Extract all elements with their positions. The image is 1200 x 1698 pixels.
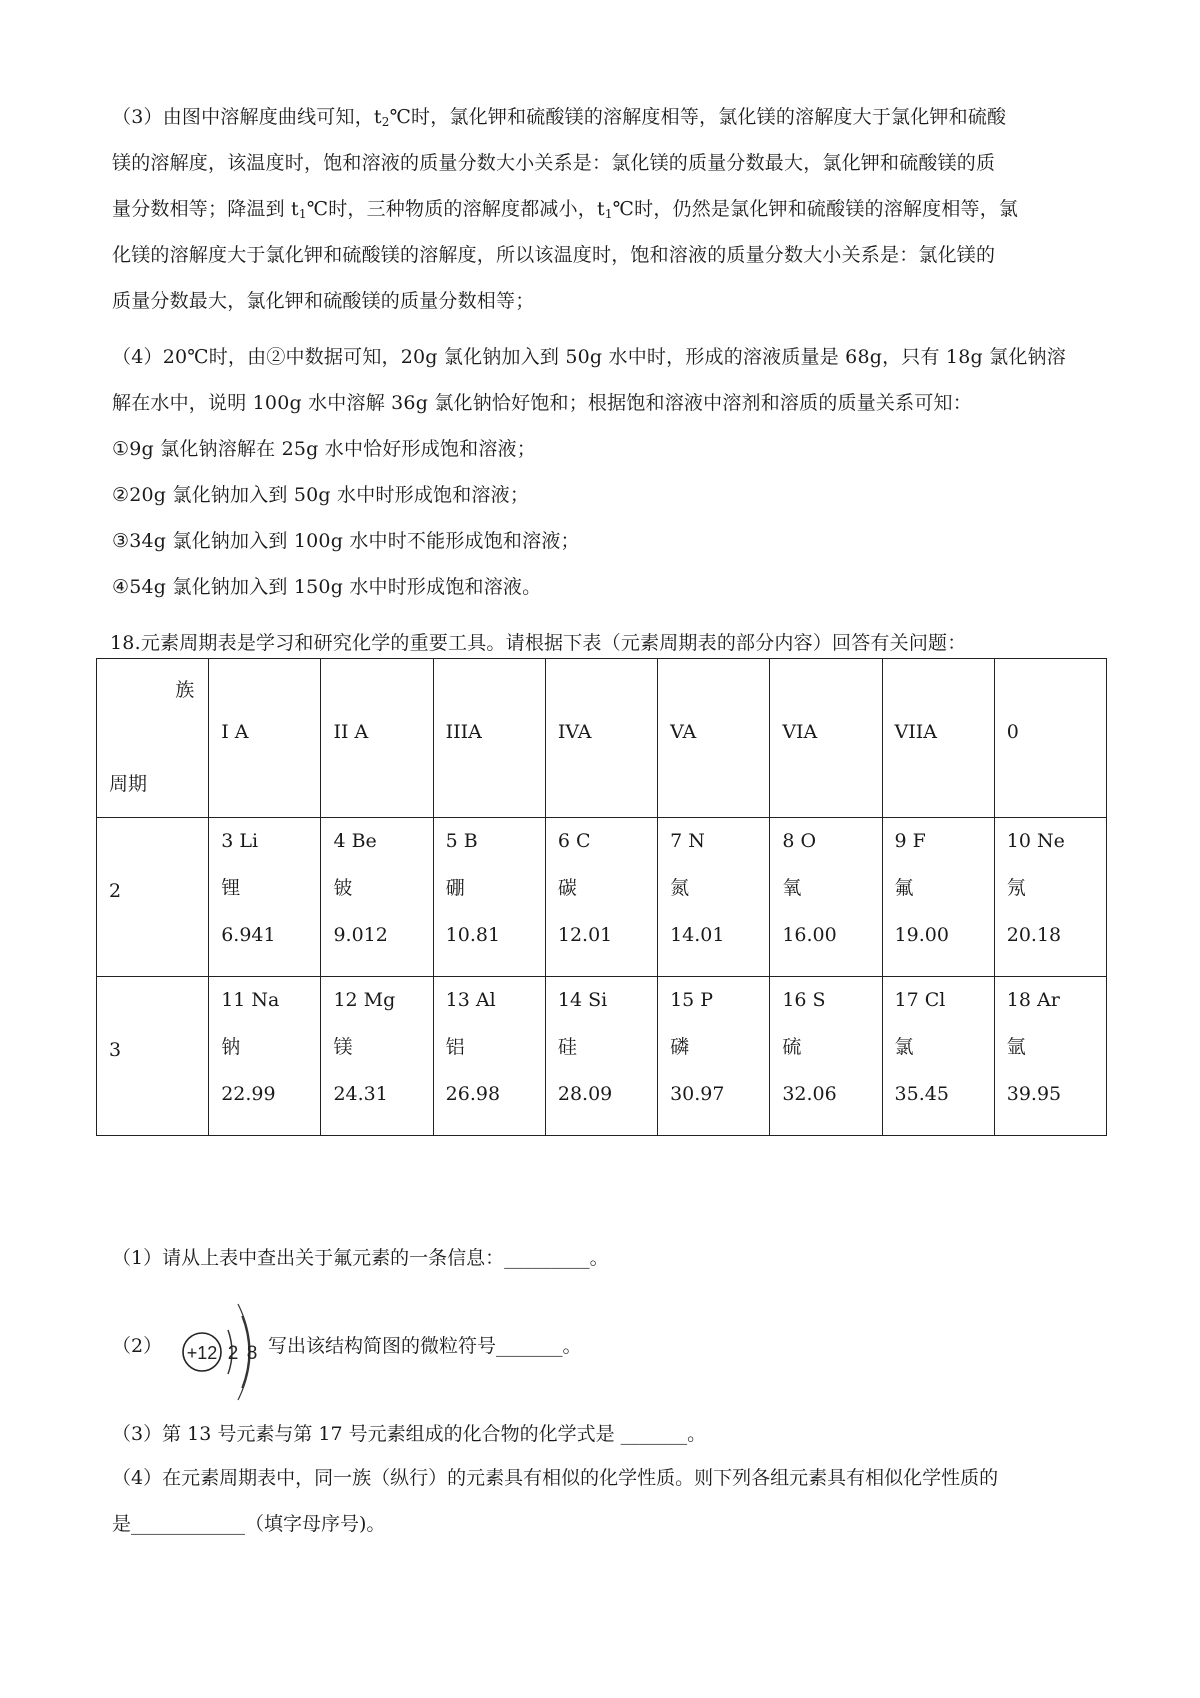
group-header: VIA — [770, 659, 882, 818]
group-header: I A — [209, 659, 321, 818]
question-18-2: 写出该结构简图的微粒符号_______。 — [268, 1335, 582, 1357]
table-row-period-3 — [97, 977, 1107, 1136]
question-18-4-cont: 是____________（填字母序号)。 — [112, 1513, 386, 1535]
text-line: 解在水中，说明 100g 水中溶解 36g 氯化钠恰好饱和；根据饱和溶液中溶剂和溶质的质量关系可知： — [112, 392, 972, 414]
group-header: VA — [658, 659, 770, 818]
table-header-row — [97, 659, 1107, 818]
element-cell: 4 Be 铍 9.012 — [321, 818, 433, 977]
group-header: VIIA — [882, 659, 994, 818]
list-item: ③34g 氯化钠加入到 100g 水中时不能形成饱和溶液； — [112, 530, 580, 552]
header-corner-cell — [97, 659, 209, 818]
list-item: ④54g 氯化钠加入到 150g 水中时形成饱和溶液。 — [112, 576, 542, 598]
answer-list — [112, 426, 1102, 610]
text-line: 质量分数最大，氯化钾和硫酸镁的质量分数相等； — [112, 290, 535, 312]
question-18-4: （4）在元素周期表中，同一族（纵行）的元素具有相似的化学性质。则下列各组元素具有相似化学性质的 — [112, 1467, 999, 1489]
text-line: 量分数相等；降温到 $t_1℃$时，三种物质的溶解度都减小，$t_1℃$时，仍然是氯化钾和硫酸镁的溶解度相等，氯 — [112, 198, 1019, 221]
element-cell: 10 Ne 氖 20.18 — [994, 818, 1106, 977]
element-cell: 7 N 氮 14.01 — [658, 818, 770, 977]
element-cell: 18 Ar 氩 39.95 — [994, 977, 1106, 1136]
nucleus-charge: +12 — [186, 1343, 218, 1363]
header-group-label: 族 — [175, 679, 195, 701]
list-item: ②20g 氯化钠加入到 50g 水中时形成饱和溶液； — [112, 484, 530, 506]
group-header: IVA — [545, 659, 657, 818]
text-line: （3）由图中溶解度曲线可知，$t_2℃$时，氯化钾和硫酸镁的溶解度相等，氯化镁的溶解度大于氯化钾和硫酸 — [112, 106, 1007, 129]
table-row-period-2 — [97, 818, 1107, 977]
text-line: （4）20℃时，由②中数据可知，20g 氯化钠加入到 50g 水中时，形成的溶液质量是 68g，只有 18g 氯化钠溶 — [112, 346, 1066, 368]
element-cell: 12 Mg 镁 24.31 — [321, 977, 433, 1136]
atom-structure-diagram — [178, 1296, 268, 1406]
element-cell: 11 Na 钠 22.99 — [209, 977, 321, 1136]
element-cell: 14 Si 硅 28.09 — [545, 977, 657, 1136]
element-cell: 3 Li 锂 6.941 — [209, 818, 321, 977]
question-18-2-prefix: （2） — [112, 1335, 163, 1357]
text-line: 化镁的溶解度大于氯化钾和硫酸镁的溶解度，所以该温度时，饱和溶液的质量分数大小关系是：氯化镁的 — [112, 244, 996, 266]
shell-1-electrons: 2 — [227, 1343, 239, 1364]
element-cell: 15 P 磷 30.97 — [658, 977, 770, 1136]
element-cell: 9 F 氟 19.00 — [882, 818, 994, 977]
period-label-cell: 2 — [97, 818, 209, 977]
period-label-cell: 3 — [97, 977, 209, 1136]
answer-part-4 — [112, 334, 1102, 426]
shell-2-electrons: 8 — [246, 1343, 258, 1364]
element-cell: 6 C 碳 12.01 — [545, 818, 657, 977]
periodic-table — [96, 658, 1107, 1136]
group-header: 0 — [994, 659, 1106, 818]
element-cell: 8 O 氧 16.00 — [770, 818, 882, 977]
question-18-3: （3）第 13 号元素与第 17 号元素组成的化合物的化学式是 _______。 — [112, 1423, 707, 1445]
group-header: IIIA — [433, 659, 545, 818]
question-18-intro: 18.元素周期表是学习和研究化学的重要工具。请根据下表（元素周期表的部分内容）回答有关问题： — [110, 632, 967, 654]
text-line: 镁的溶解度，该温度时，饱和溶液的质量分数大小关系是：氯化镁的质量分数最大，氯化钾和硫酸镁的质 — [112, 152, 996, 174]
header-period-label: 周期 — [109, 773, 148, 795]
answer-part-3 — [112, 94, 1102, 324]
element-cell: 13 Al 铝 26.98 — [433, 977, 545, 1136]
list-item: ①9g 氯化钠溶解在 25g 水中恰好形成饱和溶液； — [112, 438, 536, 460]
element-cell: 16 S 硫 32.06 — [770, 977, 882, 1136]
group-header: II A — [321, 659, 433, 818]
element-cell: 5 B 硼 10.81 — [433, 818, 545, 977]
element-cell: 17 Cl 氯 35.45 — [882, 977, 994, 1136]
question-18-1: （1）请从上表中查出关于氟元素的一条信息：_________。 — [112, 1247, 609, 1269]
